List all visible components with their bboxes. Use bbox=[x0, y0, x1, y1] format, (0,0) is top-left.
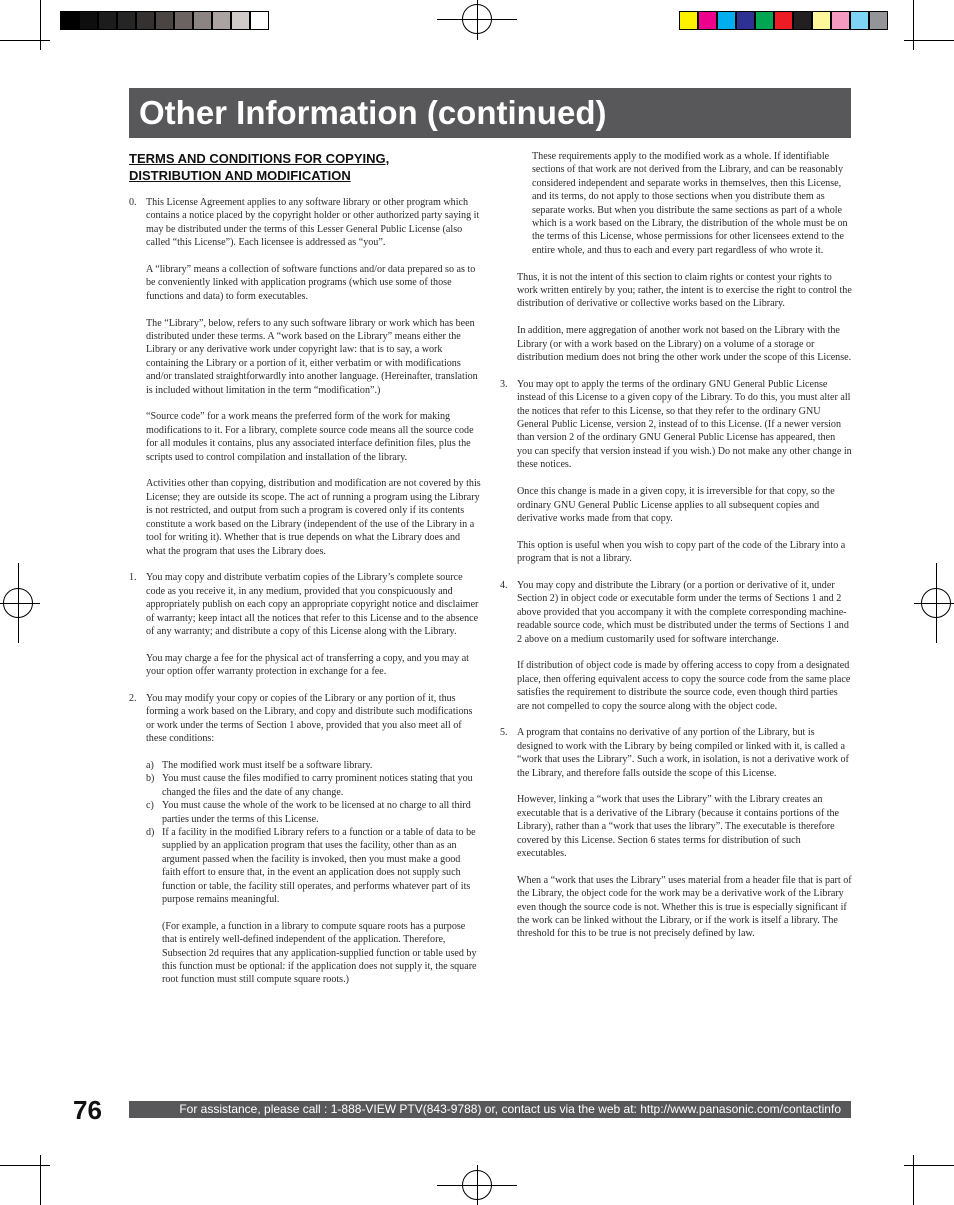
section-0 bbox=[129, 196, 481, 250]
paragraph: You may opt to apply the terms of the ordinary GNU General Public License instead of this License to a given copy of the Library. To do this, you must alter all the notices that refer to this License, so that they refer to the ordinary GNU General Public License, version 2, instead of to this License. (If a newer version than version 2 of the ordinary GNU General Public License has appeared, then you can specify that version instead if you wish.) Do not make any other change in these notices. bbox=[517, 378, 852, 471]
paragraph: Activities other than copying, distribution and modification are not covered by this License; they are outside its scope. The act of running a program using the Library is not restricted, and output from such a program is covered only if its contents constitute a work based on the Library (independent of the use of the Library in a tool for writing it). Whether that is true depends on what the Library does and what the program that uses the Library does. bbox=[146, 478, 481, 557]
color-swatch bbox=[698, 11, 717, 30]
color-swatch bbox=[774, 11, 793, 30]
paragraph: In addition, mere aggregation of another work not based on the Library with the Library (or with a work based on the Library) on a volume of a storage or distribution medium does not bring the other work under the scope of this License. bbox=[517, 325, 852, 364]
crop-mark bbox=[904, 40, 954, 41]
color-swatch bbox=[212, 11, 231, 30]
paragraph: Once this change is made in a given copy, it is irreversible for that copy, so the ordinary GNU General Public License applies to all subsequent copies and derivative works made from that copy. bbox=[517, 486, 835, 524]
paragraph: These requirements apply to the modified work as a whole. If identifiable sections of that work are not derived from the Library, and can be reasonably considered independent and separate works in themselves, then this License, and its terms, do not apply to those sections when you distribute them as separate works. But when you distribute the same sections as part of a whole which is a work based on the Library, the distribution of the whole must be on the terms of this License, whose permissions for other licensees extend to the entire whole, and thus to each and every part regardless of who wrote it. bbox=[532, 151, 848, 256]
paragraph: This License Agreement applies to any software library or other program which contains a notice placed by the copyright holder or other authorized party saying it may be distributed under the terms of this Lesser General Public License (also called “this License”). Each licensee is addressed as “you”. bbox=[146, 197, 480, 249]
section-heading: TERMS AND CONDITIONS FOR COPYING, DISTRIBUTION AND MODIFICATION bbox=[129, 151, 390, 183]
paragraph: “Source code” for a work means the preferred form of the work for making modifications to it. For a library, complete source code means all the source code for all modules it contains, plus any associated interface definition files, plus the scripts used to control compilation and installation of the library. bbox=[146, 411, 474, 463]
section-number: 2. bbox=[129, 692, 137, 704]
crop-mark bbox=[40, 1155, 41, 1205]
left-column bbox=[129, 150, 481, 987]
registration-mark-line bbox=[914, 603, 954, 604]
right-column bbox=[500, 150, 852, 954]
color-swatch bbox=[231, 11, 250, 30]
item-text: If a facility in the modified Library refers to a function or a table of data to be supplied by an application program that uses the facility, other than as an argument passed when the facility is invoked, then you must make a good faith effort to ensure that, in the event an application does not supply such function or table, the facility still operates, and performs whatever part of its purpose remains meaningful. bbox=[162, 826, 476, 905]
paragraph: This option is useful when you wish to copy part of the code of the Library into a program that is not a library. bbox=[517, 539, 846, 565]
crop-mark bbox=[0, 40, 50, 41]
section-number: 4. bbox=[500, 579, 508, 591]
section-5 bbox=[500, 726, 852, 780]
registration-mark-line bbox=[477, 0, 478, 40]
color-swatch bbox=[793, 11, 812, 30]
paragraph: You may modify your copy or copies of the Library or any portion of it, thus forming a work based on the Library, and copy and distribute such modifications or work under the terms of Section 1 above, provided that you also meet all of these conditions: bbox=[146, 692, 473, 745]
color-swatch bbox=[155, 11, 174, 30]
crop-mark bbox=[913, 0, 914, 50]
color-swatch bbox=[136, 11, 155, 30]
section-number: 5. bbox=[500, 727, 508, 739]
section-3 bbox=[500, 378, 852, 472]
registration-mark-line bbox=[936, 563, 937, 643]
process-color-swatches bbox=[679, 11, 888, 30]
item-text: You must cause the whole of the work to be licensed at no charge to all third parties under the terms of this License. bbox=[162, 800, 471, 825]
condition-item bbox=[146, 799, 481, 826]
registration-mark-line bbox=[18, 563, 19, 643]
crop-mark bbox=[40, 0, 41, 50]
paragraph: You may charge a fee for the physical act of transferring a copy, and you may at your option offer warranty protection in exchange for a fee. bbox=[146, 652, 469, 678]
crop-mark bbox=[0, 1165, 50, 1166]
title-bar bbox=[129, 88, 851, 138]
item-letter: d) bbox=[146, 826, 155, 838]
grayscale-swatches bbox=[60, 11, 269, 30]
paragraph: Thus, it is not the intent of this section to claim rights or contest your rights to work written entirely by you; rather, the intent is to exercise the right to control the distribution of derivative or collective works based on the Library. bbox=[517, 271, 852, 310]
color-swatch bbox=[79, 11, 98, 30]
condition-item bbox=[146, 772, 481, 799]
color-swatch bbox=[117, 11, 136, 30]
color-swatch bbox=[755, 11, 774, 30]
section-1 bbox=[129, 571, 481, 638]
paragraph: A “library” means a collection of software functions and/or data prepared so as to be conveniently linked with application programs (which use some of those functions and data) to form executables. bbox=[146, 264, 476, 302]
color-swatch bbox=[812, 11, 831, 30]
page-title: Other Information (continued) bbox=[139, 94, 607, 131]
registration-mark-line bbox=[477, 1165, 478, 1205]
condition-item bbox=[146, 759, 481, 772]
color-swatch bbox=[679, 11, 698, 30]
section-number: 3. bbox=[500, 378, 508, 390]
page-number: 76 bbox=[73, 1095, 102, 1125]
paragraph: You may copy and distribute the Library (or a portion or derivative of it, under Section 2) in object code or executable form under the terms of Sections 1 and 2 above provided that you accompany it with the complete corresponding machine-readable source code, which must be distributed under the terms of Sections 1 and 2 above on a medium customarily used for software interchange. bbox=[517, 579, 849, 645]
color-swatch bbox=[60, 11, 79, 30]
registration-mark-line bbox=[0, 603, 40, 604]
paragraph: (For example, a function in a library to compute square roots has a purpose that is entirely well-defined independent of the application. Therefore, Subsection 2d requires that any application-supplied function or table used by this function must be optional: if the application does not supply it, the square root function must still compute square roots.) bbox=[162, 920, 477, 986]
color-swatch bbox=[736, 11, 755, 30]
paragraph: A program that contains no derivative of any portion of the Library, but is designed to work with the Library by being compiled or linked with it, is called a “work that uses the Library”. Such a work, in isolation, is not a derivative work of the Library, and therefore falls outside the scope of this License. bbox=[517, 727, 849, 779]
crop-mark bbox=[913, 1155, 914, 1205]
item-letter: c) bbox=[146, 800, 154, 812]
item-text: You must cause the files modified to carry prominent notices stating that you changed the files and the date of any change. bbox=[162, 773, 473, 798]
color-swatch bbox=[98, 11, 117, 30]
item-letter: b) bbox=[146, 773, 155, 785]
section-number: 0. bbox=[129, 197, 137, 208]
item-letter: a) bbox=[146, 759, 154, 771]
paragraph: When a “work that uses the Library” uses material from a header file that is part of the Library, the object code for the work may be a derivative work of the Library even though the source code is not. Whether this is true is especially significant if the work can be linked without the Library, or if the work is itself a library. The threshold for this to be true is not precisely defined by law. bbox=[517, 874, 852, 940]
paragraph: If distribution of object code is made by offering access to copy from a designated place, then offering equivalent access to copy the source code from the same place satisfies the requirement to distribute the source code, even though third parties are not compelled to copy the source along with the object code. bbox=[517, 660, 851, 712]
condition-item bbox=[146, 826, 481, 906]
section-number: 1. bbox=[129, 572, 137, 584]
color-swatch bbox=[174, 11, 193, 30]
color-swatch bbox=[869, 11, 888, 30]
color-swatch bbox=[717, 11, 736, 30]
paragraph: The “Library”, below, refers to any such software library or work which has been distributed under these terms. A “work based on the Library” means either the Library or any derivative work under copyright law: that is to say, a work containing the Library or a portion of it, either verbatim or with modifications and/or translated straightforwardly into another language. (Hereinafter, translation is included without limitation in the term “modification”.) bbox=[146, 317, 478, 396]
section-2 bbox=[129, 692, 481, 746]
paragraph: However, linking a “work that uses the Library” with the Library creates an executable that is a derivative of the Library (because it contains portions of the Library), rather than a “work that uses the library”. The executable is therefore covered by this License. Section 6 states terms for distribution of such executables. bbox=[517, 794, 840, 859]
assistance-footer: For assistance, please call : 1-888-VIEW PTV(843-9788) or, contact us via the web at: http://www.panasonic.com/contactinfo bbox=[129, 1101, 851, 1118]
paragraph: You may copy and distribute verbatim copies of the Library’s complete source code as you receive it, in any medium, provided that you conspicuously and appropriately publish on each copy an appropriate copyright notice and disclaimer of warranty; keep intact all the notices that refer to this License and to the absence of any warranty; and distribute a copy of this License along with the Library. bbox=[146, 572, 479, 637]
color-swatch bbox=[850, 11, 869, 30]
crop-mark bbox=[904, 1165, 954, 1166]
item-text: The modified work must itself be a software library. bbox=[162, 759, 373, 771]
color-swatch bbox=[193, 11, 212, 30]
section-4 bbox=[500, 579, 852, 646]
color-swatch bbox=[250, 11, 269, 30]
color-swatch bbox=[831, 11, 850, 30]
